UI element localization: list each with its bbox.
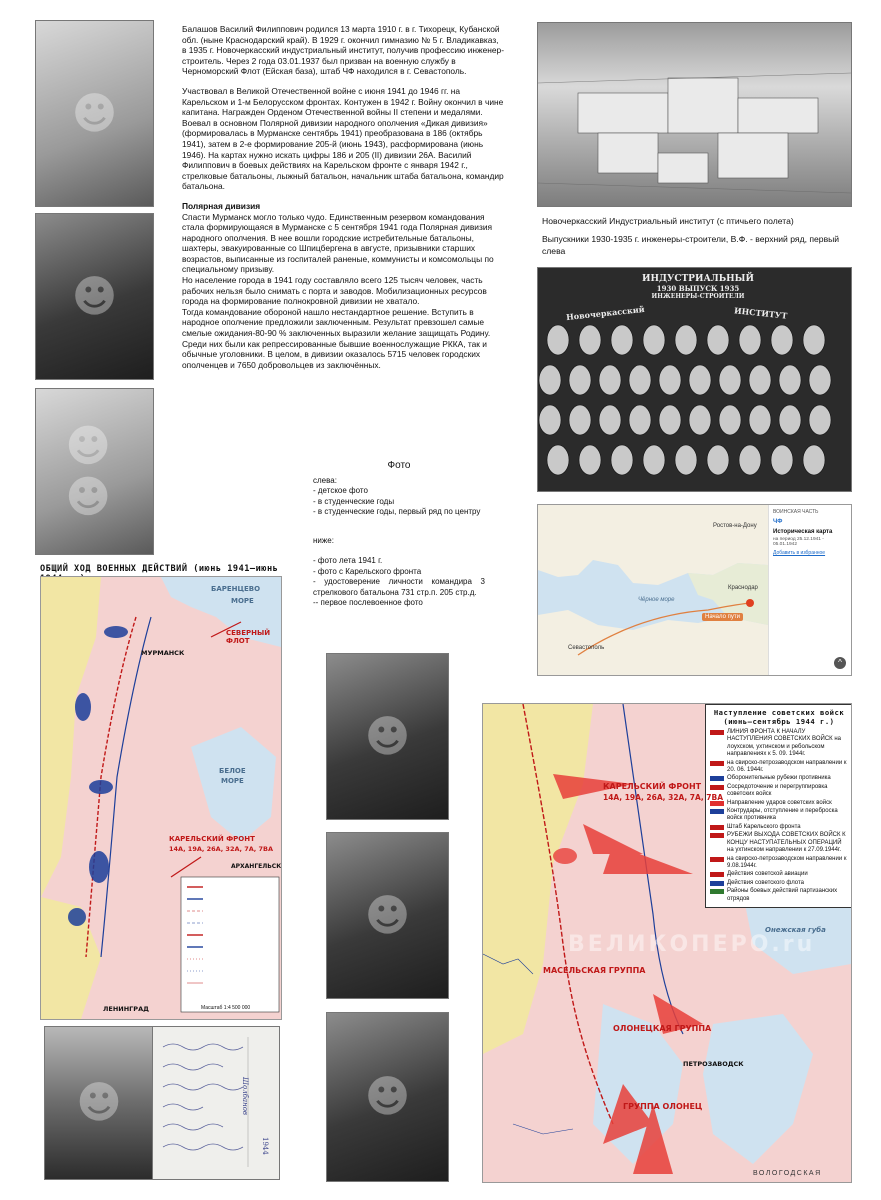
graduate-portrait: [803, 445, 825, 475]
graduate-portrait: [629, 405, 651, 435]
group-label: МАСЕЛЬСКАЯ ГРУППА: [543, 966, 646, 975]
legend-swatch: [710, 809, 724, 814]
graduate-portrait: [547, 325, 569, 355]
legend-swatch: [710, 872, 724, 877]
graduate-portrait: [547, 445, 569, 475]
legend-row: [710, 784, 848, 799]
graduates-composite-photo: [537, 267, 852, 492]
legend-swatch: [710, 761, 724, 766]
group-label: ГРУППА ОЛОНЕЦ: [623, 1102, 703, 1111]
city-label: ПЕТРОЗАВОДСК: [683, 1060, 744, 1068]
graduate-portrait: [611, 325, 633, 355]
overall-operations-map: [40, 576, 282, 1020]
photo-notes-left-label: слева:: [313, 475, 337, 485]
graduate-portrait: [599, 405, 621, 435]
graduate-portrait: [779, 405, 801, 435]
graduates-banner-title: ИНДУСТРИАЛЬНЫЙ 1930 ВЫПУСК 1935 ИНЖЕНЕРЫ-СТРОИТЕЛИ: [642, 274, 754, 300]
legend-swatch: [710, 785, 724, 790]
legend-swatch: [710, 776, 724, 781]
sea-label: МОРЕ: [231, 597, 254, 605]
map-city-label: Севастополь: [568, 645, 605, 651]
photo-notes: [313, 461, 485, 609]
legend-text: ЛИНИЯ ФРОНТА К НАЧАЛУ НАСТУПЛЕНИЯ СОВЕТСКИХ ВОЙСК на лоухском, ухтинском и ребольском направлениях к 5. 09. 1944г.: [727, 729, 841, 758]
legend-row: [710, 775, 848, 782]
bio-paragraph: Спасти Мурманск могло только чудо. Единственным резервом командования стала формирующаяся в Мурманске с 5 сентября 1941 года Полярная дивизия народного ополчения. В нее вошли городские истребительные батальоны, шахтеры, эвакуированные со Шпицбергена в августе, призывники старших возрастов, выписанные из госпиталей раненые, коммунисты и комсомольцы по специальному призыву.: [182, 211, 494, 275]
graduate-portrait: [749, 365, 771, 395]
route-start-tag[interactable]: Начало пути: [702, 613, 743, 621]
person-silhouette-icon: ☻: [364, 711, 411, 762]
legend-row: [710, 729, 848, 759]
graduate-portrait: [689, 365, 711, 395]
graduates-portrait-grid: [538, 268, 851, 491]
map-zoom-button[interactable]: [834, 657, 846, 669]
graduate-portrait: [539, 405, 561, 435]
group-label: ОЛОНЕЦКАЯ ГРУППА: [613, 1024, 712, 1033]
map-legend: [705, 704, 852, 908]
map-footer-region: ВОЛОГОДСКАЯ: [753, 1170, 822, 1177]
fleet-label: СЕВЕРНЫЙ ФЛОТ: [226, 629, 271, 645]
graduate-portrait: [629, 365, 651, 395]
graduates-caption: Выпускники 1930-1935 г. инженеры-строители, В.Ф. - верхний ряд, первый слева: [542, 234, 840, 256]
map-panel-link[interactable]: Добавить в избранное: [773, 550, 826, 556]
left-map-title: ОБЩИЙ ХОД ВОЕННЫХ ДЕЙСТВИЙ (июнь 1941—июнь: [40, 564, 279, 574]
legend-text: Оборонительные рубежи противника: [727, 775, 831, 782]
graduate-portrait: [739, 445, 761, 475]
city-label: ЛЕНИНГРАД: [103, 1005, 149, 1013]
sea-label: БЕЛОЕ: [219, 767, 246, 775]
graduate-portrait: [539, 365, 561, 395]
legend-text: Районы боевых действий партизанских отрядов: [727, 888, 838, 902]
bio-paragraph: Но население города в 1941 году составляло всего 125 тысяч человек, часть рабочих нельзя было снимать с порта и заводов. Мобилизационных ресурсов города на формирование полнокровной дивизии не хватало.: [182, 275, 487, 307]
person-silhouette-icon: ☻: [364, 1071, 411, 1123]
childhood-photo: [35, 20, 154, 207]
graduate-portrait: [719, 365, 741, 395]
map-watermark: ВЕЛИКОПЕРО.ru: [568, 932, 816, 957]
handwriting-drawing: [153, 1027, 279, 1179]
map-panel-title: Историческая карта: [773, 529, 833, 535]
map-sea-label: Чёрное море: [638, 597, 675, 603]
legend-text: Сосредоточение и перегруппировка советских войск: [727, 783, 828, 798]
legend-row: [710, 856, 848, 871]
graduate-portrait: [771, 325, 793, 355]
graduate-portrait: [803, 325, 825, 355]
institute-aerial-photo: [537, 22, 852, 207]
graduates-banner-left: Новочеркасский: [565, 303, 645, 323]
institute-buildings-drawing: [538, 23, 851, 206]
historical-route-map[interactable]: [537, 504, 852, 676]
bio-paragraph: Участвовал в Великой Отечественной войне с июня 1941 до 1946 гг. на Карельском и 1-м Белорусском фронтах. Контужен в 1942 г. Войну окончил в чине капитана. Награжден Орденом Отечественной войны II степени и медалями. Воевал в основном Полярной дивизии народного ополчения «Дикая дивизия» (формировалась в Мурманске сентябрь 1941) преобразована в 186 (октябрь 1941), затем в 2-е формирование 205-й (июнь 1943), расформирована (июнь 1946). На картах нужно искать цифры 186 и 205 (II) дивизии 26А. Василий Филиппович в боевых действиях на Карельском фронте с января 1942 г., стрелковые батальоны, лыжный батальон, начальник штаба батальона, командир батальона.: [182, 85, 504, 192]
graduate-portrait: [659, 405, 681, 435]
map-panel-tab[interactable]: ЧФ: [773, 519, 783, 525]
front-units-label: 14А, 19А, 26А, 32А, 7А, 7ВА: [603, 793, 724, 802]
legend-text: Действия советской авиации: [727, 871, 808, 878]
gulf-label: Онежская губа: [765, 926, 826, 934]
route-marker-icon[interactable]: [746, 599, 754, 607]
legend-row: [710, 808, 848, 823]
group-silhouette-icon: ☻☻: [65, 420, 112, 523]
document-year: 1944: [261, 1137, 269, 1155]
person-silhouette-icon: ☻: [76, 1077, 122, 1129]
legend-row: [710, 824, 848, 831]
legend-row: [710, 880, 848, 887]
graduate-portrait: [579, 325, 601, 355]
graduate-portrait: [643, 325, 665, 355]
graduate-portrait: [599, 365, 621, 395]
legend-swatch: [710, 857, 724, 862]
officer-outdoor-photo: [44, 1026, 154, 1180]
legend-swatch: [710, 889, 724, 894]
legend-swatch: [710, 881, 724, 886]
institute-caption: Новочеркасский Индустриальный институт (с птичьего полета): [542, 216, 794, 226]
city-label: АРХАНГЕЛЬСК: [231, 863, 282, 870]
front-units-label: 14А, 19А, 26А, 32А, 7А, 7ВА: [169, 845, 274, 853]
officer-id-document: [152, 1026, 280, 1180]
graduate-portrait: [707, 445, 729, 475]
offensive-1944-map: [482, 703, 852, 1183]
legend-text: РУБЕЖИ ВЫХОДА СОВЕТСКИХ ВОЙСК К КОНЦУ НАСТУПАТЕЛЬНЫХ ОПЕРАЦИЙ на ухтинском направлении к 27.09.1944г.: [727, 832, 846, 854]
legend-text: Направление ударов советских войск: [727, 799, 832, 806]
map-scale: Масштаб 1:4 500 000: [201, 1005, 251, 1011]
graduates-banner-right: ИНСТИТУТ: [733, 305, 788, 321]
legend-text: Действия советского флота: [727, 879, 804, 886]
graduate-portrait: [643, 445, 665, 475]
legend-text: на свирско-петрозаводском направлении к 20. 06. 1944г.: [727, 759, 847, 774]
map-panel-header: ВОИНСКАЯ ЧАСТЬ: [773, 509, 819, 515]
photo-notes-item: - в студенческие годы, первый ряд по центру: [313, 507, 481, 516]
legend-row: [710, 832, 848, 854]
photo-notes-bottom-label: ниже:: [313, 535, 334, 545]
photo-notes-item: - в студенческие годы: [313, 496, 395, 506]
legend-swatch: [710, 730, 724, 735]
photo-notes-item: - фото лета 1941 г.: [313, 556, 383, 565]
person-silhouette-icon: ☻: [364, 890, 411, 941]
legend-row: [710, 888, 848, 903]
legend-row: [710, 800, 848, 807]
photo-notes-item: - детское фото: [313, 486, 368, 495]
legend-row: [710, 871, 848, 878]
graduate-portrait: [739, 325, 761, 355]
postwar-photo: [326, 1012, 449, 1182]
karelian-front-photo: [326, 832, 449, 999]
legend-text: Контрудары, отступление и переброска войск противника: [727, 808, 838, 822]
sea-label: МОРЕ: [221, 777, 244, 785]
document-signature: Шолбанов: [241, 1077, 249, 1116]
bio-paragraph: Тогда командование обороной нашло нестандартное решение. Вступить в народное ополчение предложили заключенным. Результат превзошел самые смелые ожидания-80-90 % заключенных выразили желание защищать Родину. Среди них были как репрессированные бывшие военнослужащие РККА, так и обычные уголовники. В целом, в дивизии оказалось 5715 человек городских ополченцев и 7650 добровольцев из заключённых.: [182, 306, 491, 370]
legend-swatch: [710, 825, 724, 830]
person-silhouette-icon: ☻: [71, 271, 118, 322]
graduate-portrait: [719, 405, 741, 435]
legend-title: Наступление советских войск (июнь—сентябрь 1944 г.): [713, 708, 845, 726]
front-label: КАРЕЛЬСКИЙ ФРОНТ: [169, 835, 255, 843]
photo-notes-item: -- первое послевоенное фото: [313, 598, 423, 607]
graduate-portrait: [675, 325, 697, 355]
photo-notes-item: - удостоверение личности командира 3 стрелкового батальона 731 стр.п. 205 стр.д.: [313, 577, 485, 597]
graduate-portrait: [611, 445, 633, 475]
graduate-portrait: [749, 405, 771, 435]
graduate-portrait: [569, 405, 591, 435]
legend-swatch: [710, 833, 724, 838]
graduate-portrait: [771, 445, 793, 475]
legend-row: [710, 760, 848, 775]
graduate-portrait: [569, 365, 591, 395]
summer-1941-photo: [326, 653, 449, 820]
graduate-portrait: [809, 405, 831, 435]
city-label: МУРМАНСК: [141, 649, 185, 657]
student-portrait-photo: [35, 213, 154, 380]
front-label: КАРЕЛЬСКИЙ ФРОНТ: [603, 782, 702, 791]
section-heading: Полярная дивизия: [182, 200, 261, 211]
sea-label: БАРЕНЦЕВО: [211, 585, 261, 593]
graduate-portrait: [707, 325, 729, 355]
student-group-photo: [35, 388, 154, 555]
legend-text: на свирско-петрозаводском направлении к 9.08.1944г.: [727, 855, 847, 869]
graduate-portrait: [809, 365, 831, 395]
graduate-portrait: [675, 445, 697, 475]
bio-paragraph: Балашов Василий Филиппович родился 13 марта 1910 г. в г. Тихорецк, Кубанской обл. (ныне Краснодарский край). В 1929 г. окончил гимназию № 5 г. Владикавказ, в 1935 г. Новочеркасский индустриальный институт, получив профессию инженер-строитель. Через 2 года 03.01.1937 был призван на военную службу в Черноморский Флот (Ейская база), штаб ЧФ находился в г. Севастополь.: [182, 24, 504, 77]
legend-rows: [710, 729, 848, 903]
chevron-up-icon: ^: [838, 658, 842, 667]
map-city-label: Краснодар: [728, 585, 758, 591]
photo-notes-title: Фото: [387, 460, 411, 471]
person-silhouette-icon: ☻: [71, 88, 118, 139]
photo-notes-item: - фото с Карельского фронта: [313, 566, 422, 576]
graduate-portrait: [689, 405, 711, 435]
map-panel-period: на период 25.12.1941 - 05.01.1942: [773, 537, 824, 547]
legend-text: Штаб Карельского фронта: [727, 823, 801, 830]
map-info-panel: [768, 505, 852, 675]
graduate-portrait: [779, 365, 801, 395]
graduate-portrait: [579, 445, 601, 475]
biography-text: [182, 24, 505, 370]
map-city-label: Ростов-на-Дону: [713, 523, 757, 529]
graduate-portrait: [659, 365, 681, 395]
